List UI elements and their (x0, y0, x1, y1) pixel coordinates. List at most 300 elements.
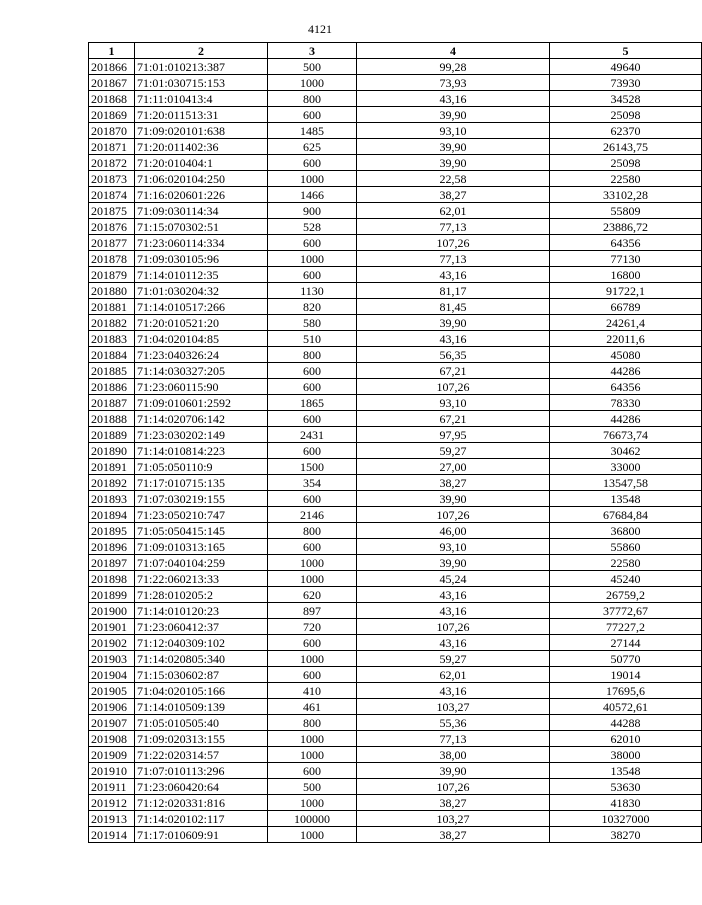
area-cell: 600 (268, 379, 357, 395)
area-cell: 800 (268, 715, 357, 731)
rate-cell: 59,27 (357, 443, 550, 459)
area-cell: 2146 (268, 507, 357, 523)
area-cell: 600 (268, 411, 357, 427)
table-row (89, 603, 702, 619)
rate-cell: 43,16 (357, 331, 550, 347)
rate-cell: 107,26 (357, 507, 550, 523)
value-cell: 16800 (550, 267, 702, 283)
value-cell: 62010 (550, 731, 702, 747)
value-cell: 73930 (550, 75, 702, 91)
table-row (89, 283, 702, 299)
cadastral-number-cell: 71:23:060115:90 (135, 379, 268, 395)
rate-cell: 67,21 (357, 363, 550, 379)
rate-cell: 93,10 (357, 539, 550, 555)
cadastral-number-cell: 71:05:050415:145 (135, 523, 268, 539)
cadastral-number-cell: 71:14:020805:340 (135, 651, 268, 667)
table-row (89, 219, 702, 235)
rate-cell: 77,13 (357, 731, 550, 747)
cadastral-number-cell: 71:05:010505:40 (135, 715, 268, 731)
area-cell: 600 (268, 155, 357, 171)
cadastral-number-cell: 71:01:030715:153 (135, 75, 268, 91)
table-row (89, 379, 702, 395)
cadastral-number-cell: 71:15:030602:87 (135, 667, 268, 683)
value-cell: 26143,75 (550, 139, 702, 155)
cadastral-number-cell: 71:16:020601:226 (135, 187, 268, 203)
rate-cell: 81,45 (357, 299, 550, 315)
row-id-cell: 201902 (89, 635, 135, 651)
table-row (89, 395, 702, 411)
row-id-cell: 201872 (89, 155, 135, 171)
cadastral-number-cell: 71:07:030219:155 (135, 491, 268, 507)
rate-cell: 43,16 (357, 267, 550, 283)
value-cell: 55860 (550, 539, 702, 555)
cadastral-number-cell: 71:09:030105:96 (135, 251, 268, 267)
cadastral-number-cell: 71:14:010112:35 (135, 267, 268, 283)
value-cell: 40572,61 (550, 699, 702, 715)
rate-cell: 38,00 (357, 747, 550, 763)
cadastral-number-cell: 71:28:010205:2 (135, 587, 268, 603)
value-cell: 13547,58 (550, 475, 702, 491)
row-id-cell: 201876 (89, 219, 135, 235)
rate-cell: 38,27 (357, 187, 550, 203)
cadastral-number-cell: 71:17:010609:91 (135, 827, 268, 843)
cadastral-number-cell: 71:22:020314:57 (135, 747, 268, 763)
rate-cell: 38,27 (357, 795, 550, 811)
value-cell: 26759,2 (550, 587, 702, 603)
table-row (89, 811, 702, 827)
table-row (89, 171, 702, 187)
row-id-cell: 201883 (89, 331, 135, 347)
value-cell: 33102,28 (550, 187, 702, 203)
cadastral-number-cell: 71:20:010521:20 (135, 315, 268, 331)
area-cell: 580 (268, 315, 357, 331)
area-cell: 1000 (268, 571, 357, 587)
cadastral-number-cell: 71:23:030202:149 (135, 427, 268, 443)
table-row (89, 91, 702, 107)
value-cell: 41830 (550, 795, 702, 811)
row-id-cell: 201875 (89, 203, 135, 219)
row-id-cell: 201895 (89, 523, 135, 539)
cadastral-number-cell: 71:23:060412:37 (135, 619, 268, 635)
value-cell: 45080 (550, 347, 702, 363)
column-header-3: 3 (268, 43, 357, 59)
column-header-4: 4 (357, 43, 550, 59)
value-cell: 53630 (550, 779, 702, 795)
area-cell: 500 (268, 59, 357, 75)
table-row (89, 555, 702, 571)
row-id-cell: 201868 (89, 91, 135, 107)
column-header-5: 5 (550, 43, 702, 59)
rate-cell: 73,93 (357, 75, 550, 91)
value-cell: 30462 (550, 443, 702, 459)
row-id-cell: 201882 (89, 315, 135, 331)
table-row (89, 779, 702, 795)
cadastral-number-cell: 71:14:010120:23 (135, 603, 268, 619)
table-row (89, 459, 702, 475)
rate-cell: 97,95 (357, 427, 550, 443)
cadastral-number-cell: 71:17:010715:135 (135, 475, 268, 491)
area-cell: 600 (268, 267, 357, 283)
cadastral-number-cell: 71:20:011402:36 (135, 139, 268, 155)
row-id-cell: 201871 (89, 139, 135, 155)
rate-cell: 77,13 (357, 219, 550, 235)
row-id-cell: 201887 (89, 395, 135, 411)
row-id-cell: 201907 (89, 715, 135, 731)
area-cell: 1000 (268, 827, 357, 843)
table-row (89, 107, 702, 123)
row-id-cell: 201879 (89, 267, 135, 283)
rate-cell: 39,90 (357, 155, 550, 171)
value-cell: 44288 (550, 715, 702, 731)
rate-cell: 27,00 (357, 459, 550, 475)
table-row (89, 299, 702, 315)
value-cell: 27144 (550, 635, 702, 651)
area-cell: 1000 (268, 795, 357, 811)
table-row (89, 331, 702, 347)
table-row (89, 619, 702, 635)
table-row (89, 267, 702, 283)
value-cell: 64356 (550, 379, 702, 395)
area-cell: 600 (268, 363, 357, 379)
rate-cell: 67,21 (357, 411, 550, 427)
value-cell: 77130 (550, 251, 702, 267)
row-id-cell: 201874 (89, 187, 135, 203)
area-cell: 600 (268, 235, 357, 251)
table-row (89, 635, 702, 651)
row-id-cell: 201905 (89, 683, 135, 699)
area-cell: 1000 (268, 555, 357, 571)
area-cell: 410 (268, 683, 357, 699)
area-cell: 1000 (268, 251, 357, 267)
cadastral-number-cell: 71:14:010517:266 (135, 299, 268, 315)
rate-cell: 107,26 (357, 235, 550, 251)
area-cell: 1130 (268, 283, 357, 299)
rate-cell: 55,36 (357, 715, 550, 731)
area-cell: 1000 (268, 731, 357, 747)
rate-cell: 43,16 (357, 635, 550, 651)
area-cell: 900 (268, 203, 357, 219)
value-cell: 44286 (550, 363, 702, 379)
area-cell: 820 (268, 299, 357, 315)
table-row (89, 363, 702, 379)
row-id-cell: 201912 (89, 795, 135, 811)
cadastral-number-cell: 71:05:050110:9 (135, 459, 268, 475)
rate-cell: 99,28 (357, 59, 550, 75)
value-cell: 13548 (550, 491, 702, 507)
cadastral-number-cell: 71:09:020313:155 (135, 731, 268, 747)
value-cell: 10327000 (550, 811, 702, 827)
area-cell: 1485 (268, 123, 357, 139)
value-cell: 45240 (550, 571, 702, 587)
rate-cell: 107,26 (357, 379, 550, 395)
table-row (89, 571, 702, 587)
cadastral-number-cell: 71:20:010404:1 (135, 155, 268, 171)
area-cell: 461 (268, 699, 357, 715)
area-cell: 1000 (268, 651, 357, 667)
table-row (89, 235, 702, 251)
table-row (89, 731, 702, 747)
value-cell: 64356 (550, 235, 702, 251)
value-cell: 13548 (550, 763, 702, 779)
row-id-cell: 201885 (89, 363, 135, 379)
table-row (89, 315, 702, 331)
area-cell: 528 (268, 219, 357, 235)
row-id-cell: 201881 (89, 299, 135, 315)
row-id-cell: 201869 (89, 107, 135, 123)
rate-cell: 62,01 (357, 203, 550, 219)
cadastral-number-cell: 71:09:010313:165 (135, 539, 268, 555)
row-id-cell: 201900 (89, 603, 135, 619)
cadastral-number-cell: 71:09:010601:2592 (135, 395, 268, 411)
rate-cell: 81,17 (357, 283, 550, 299)
table-row (89, 667, 702, 683)
row-id-cell: 201903 (89, 651, 135, 667)
table-row (89, 491, 702, 507)
cadastral-number-cell: 71:07:010113:296 (135, 763, 268, 779)
cadastral-number-cell: 71:09:020101:638 (135, 123, 268, 139)
area-cell: 600 (268, 539, 357, 555)
area-cell: 1000 (268, 171, 357, 187)
row-id-cell: 201897 (89, 555, 135, 571)
rate-cell: 39,90 (357, 139, 550, 155)
column-header-2: 2 (135, 43, 268, 59)
value-cell: 22580 (550, 555, 702, 571)
row-id-cell: 201909 (89, 747, 135, 763)
value-cell: 25098 (550, 155, 702, 171)
table-row (89, 651, 702, 667)
table-row (89, 827, 702, 843)
table-row (89, 75, 702, 91)
table-row (89, 139, 702, 155)
value-cell: 17695,6 (550, 683, 702, 699)
value-cell: 44286 (550, 411, 702, 427)
value-cell: 77227,2 (550, 619, 702, 635)
area-cell: 600 (268, 763, 357, 779)
value-cell: 38270 (550, 827, 702, 843)
row-id-cell: 201904 (89, 667, 135, 683)
area-cell: 1865 (268, 395, 357, 411)
row-id-cell: 201866 (89, 59, 135, 75)
row-id-cell: 201892 (89, 475, 135, 491)
value-cell: 33000 (550, 459, 702, 475)
row-id-cell: 201890 (89, 443, 135, 459)
value-cell: 62370 (550, 123, 702, 139)
value-cell: 25098 (550, 107, 702, 123)
row-id-cell: 201894 (89, 507, 135, 523)
value-cell: 19014 (550, 667, 702, 683)
area-cell: 354 (268, 475, 357, 491)
cadastral-number-cell: 71:14:020706:142 (135, 411, 268, 427)
area-cell: 800 (268, 347, 357, 363)
area-cell: 800 (268, 91, 357, 107)
row-id-cell: 201873 (89, 171, 135, 187)
value-cell: 34528 (550, 91, 702, 107)
row-id-cell: 201896 (89, 539, 135, 555)
area-cell: 600 (268, 491, 357, 507)
rate-cell: 38,27 (357, 475, 550, 491)
area-cell: 625 (268, 139, 357, 155)
row-id-cell: 201908 (89, 731, 135, 747)
rate-cell: 39,90 (357, 555, 550, 571)
cadastral-number-cell: 71:06:020104:250 (135, 171, 268, 187)
table-row (89, 795, 702, 811)
area-cell: 1000 (268, 75, 357, 91)
rate-cell: 22,58 (357, 171, 550, 187)
row-id-cell: 201891 (89, 459, 135, 475)
table-row (89, 587, 702, 603)
header-row (89, 43, 702, 59)
row-id-cell: 201906 (89, 699, 135, 715)
area-cell: 897 (268, 603, 357, 619)
rate-cell: 46,00 (357, 523, 550, 539)
cadastral-number-cell: 71:22:060213:33 (135, 571, 268, 587)
rate-cell: 56,35 (357, 347, 550, 363)
table-body (89, 59, 702, 843)
row-id-cell: 201889 (89, 427, 135, 443)
table-row (89, 715, 702, 731)
cadastral-number-cell: 71:14:010509:139 (135, 699, 268, 715)
value-cell: 23886,72 (550, 219, 702, 235)
rate-cell: 93,10 (357, 395, 550, 411)
area-cell: 800 (268, 523, 357, 539)
table-row (89, 155, 702, 171)
value-cell: 55809 (550, 203, 702, 219)
row-id-cell: 201910 (89, 763, 135, 779)
table-row (89, 347, 702, 363)
value-cell: 76673,74 (550, 427, 702, 443)
rate-cell: 39,90 (357, 107, 550, 123)
row-id-cell: 201888 (89, 411, 135, 427)
rate-cell: 93,10 (357, 123, 550, 139)
cadastral-number-cell: 71:04:020105:166 (135, 683, 268, 699)
area-cell: 510 (268, 331, 357, 347)
rate-cell: 43,16 (357, 603, 550, 619)
row-id-cell: 201913 (89, 811, 135, 827)
area-cell: 100000 (268, 811, 357, 827)
table-row (89, 251, 702, 267)
rate-cell: 59,27 (357, 651, 550, 667)
table-row (89, 539, 702, 555)
area-cell: 600 (268, 635, 357, 651)
table-row (89, 203, 702, 219)
rate-cell: 39,90 (357, 763, 550, 779)
value-cell: 38000 (550, 747, 702, 763)
row-id-cell: 201867 (89, 75, 135, 91)
cadastral-number-cell: 71:01:030204:32 (135, 283, 268, 299)
value-cell: 22580 (550, 171, 702, 187)
value-cell: 50770 (550, 651, 702, 667)
area-cell: 1500 (268, 459, 357, 475)
value-cell: 66789 (550, 299, 702, 315)
rate-cell: 43,16 (357, 683, 550, 699)
table-row (89, 59, 702, 75)
value-cell: 36800 (550, 523, 702, 539)
cadastral-number-cell: 71:04:020104:85 (135, 331, 268, 347)
area-cell: 600 (268, 443, 357, 459)
rate-cell: 103,27 (357, 811, 550, 827)
rate-cell: 43,16 (357, 587, 550, 603)
row-id-cell: 201898 (89, 571, 135, 587)
cadastral-number-cell: 71:07:040104:259 (135, 555, 268, 571)
area-cell: 500 (268, 779, 357, 795)
rate-cell: 103,27 (357, 699, 550, 715)
row-id-cell: 201911 (89, 779, 135, 795)
table-row (89, 523, 702, 539)
cadastral-number-cell: 71:09:030114:34 (135, 203, 268, 219)
area-cell: 720 (268, 619, 357, 635)
rate-cell: 107,26 (357, 619, 550, 635)
area-cell: 600 (268, 667, 357, 683)
row-id-cell: 201914 (89, 827, 135, 843)
cadastral-number-cell: 71:14:030327:205 (135, 363, 268, 379)
value-cell: 67684,84 (550, 507, 702, 523)
table-row (89, 699, 702, 715)
cadastral-number-cell: 71:14:010814:223 (135, 443, 268, 459)
table-row (89, 475, 702, 491)
rate-cell: 39,90 (357, 315, 550, 331)
value-cell: 91722,1 (550, 283, 702, 299)
cadastral-number-cell: 71:23:060420:64 (135, 779, 268, 795)
rate-cell: 45,24 (357, 571, 550, 587)
cadastral-number-cell: 71:12:040309:102 (135, 635, 268, 651)
column-header-1: 1 (89, 43, 135, 59)
cadastral-number-cell: 71:14:020102:117 (135, 811, 268, 827)
table-row (89, 763, 702, 779)
value-cell: 49640 (550, 59, 702, 75)
cadastral-number-cell: 71:23:050210:747 (135, 507, 268, 523)
rate-cell: 38,27 (357, 827, 550, 843)
rate-cell: 77,13 (357, 251, 550, 267)
area-cell: 600 (268, 107, 357, 123)
table-row (89, 747, 702, 763)
value-cell: 37772,67 (550, 603, 702, 619)
cadastral-number-cell: 71:01:010213:387 (135, 59, 268, 75)
rate-cell: 107,26 (357, 779, 550, 795)
table-row (89, 187, 702, 203)
table-row (89, 683, 702, 699)
table-row (89, 507, 702, 523)
table-row (89, 427, 702, 443)
row-id-cell: 201880 (89, 283, 135, 299)
page-number: 4121 (308, 22, 332, 36)
row-id-cell: 201877 (89, 235, 135, 251)
rate-cell: 62,01 (357, 667, 550, 683)
cadastral-number-cell: 71:15:070302:51 (135, 219, 268, 235)
row-id-cell: 201870 (89, 123, 135, 139)
row-id-cell: 201878 (89, 251, 135, 267)
cadastral-number-cell: 71:12:020331:816 (135, 795, 268, 811)
area-cell: 2431 (268, 427, 357, 443)
row-id-cell: 201893 (89, 491, 135, 507)
row-id-cell: 201901 (89, 619, 135, 635)
rate-cell: 43,16 (357, 91, 550, 107)
value-cell: 22011,6 (550, 331, 702, 347)
table-row (89, 123, 702, 139)
cadastral-number-cell: 71:23:060114:334 (135, 235, 268, 251)
table-row (89, 443, 702, 459)
table-header (89, 43, 702, 59)
row-id-cell: 201899 (89, 587, 135, 603)
area-cell: 620 (268, 587, 357, 603)
row-id-cell: 201886 (89, 379, 135, 395)
data-table (88, 42, 702, 843)
table-row (89, 411, 702, 427)
cadastral-number-cell: 71:11:010413:4 (135, 91, 268, 107)
cadastral-number-cell: 71:23:040326:24 (135, 347, 268, 363)
rate-cell: 39,90 (357, 491, 550, 507)
cadastral-number-cell: 71:20:011513:31 (135, 107, 268, 123)
value-cell: 24261,4 (550, 315, 702, 331)
